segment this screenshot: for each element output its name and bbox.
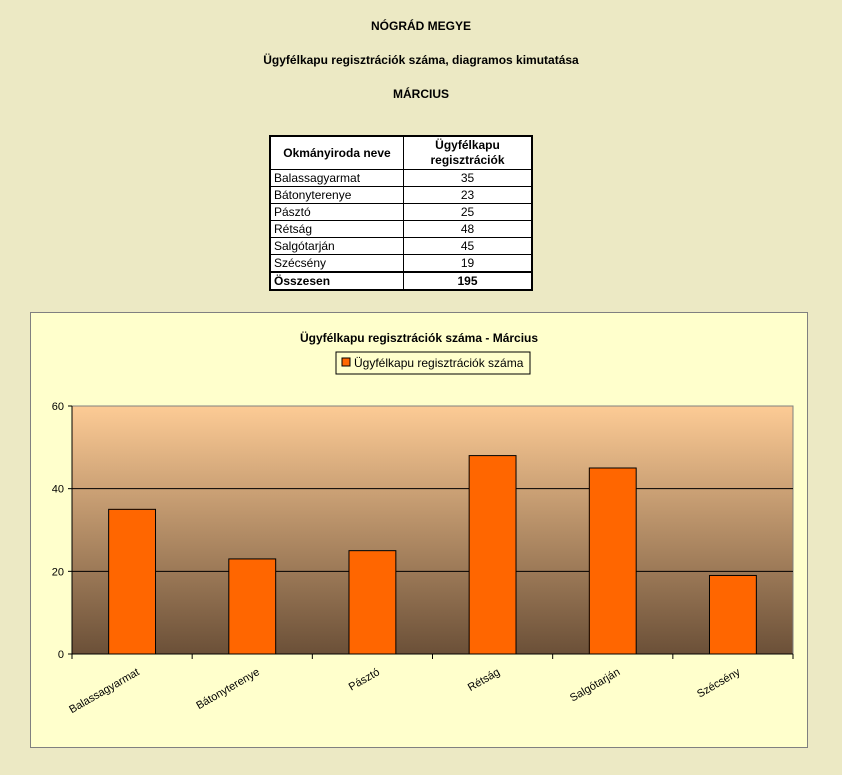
registrations-table (269, 135, 533, 291)
bar-szécsény (709, 575, 756, 654)
table-total-row (270, 272, 532, 290)
x-tick-label: Szécsény (695, 666, 743, 701)
registration-count: 48 (404, 221, 533, 238)
y-tick-label: 60 (51, 401, 64, 413)
registration-count: 25 (404, 204, 533, 221)
x-tick-label: Pásztó (346, 666, 382, 694)
total-label: Összesen (270, 272, 404, 290)
chart-area (30, 312, 808, 748)
office-name: Rétság (270, 221, 404, 238)
table-row (270, 187, 532, 204)
x-tick-label: Salgótarján (568, 666, 623, 705)
x-tick-label: Balassagyarmat (67, 666, 142, 717)
table-header-office: Okmányiroda neve (270, 136, 404, 170)
bar-rétság (469, 456, 516, 654)
bar-bátonyterenye (229, 559, 276, 654)
month-title: MÁRCIUS (393, 87, 449, 101)
registration-count: 23 (404, 187, 533, 204)
office-name: Balassagyarmat (270, 170, 404, 187)
bar-balassagyarmat (109, 509, 156, 654)
county-title: NÓGRÁD MEGYE (370, 19, 471, 33)
chart-title: Ügyfélkapu regisztrációk száma - Március (299, 331, 539, 345)
total-value: 195 (404, 272, 533, 290)
legend-label: Ügyfélkapu regisztrációk száma (354, 356, 524, 370)
table-row (270, 238, 532, 255)
table-row (270, 221, 532, 238)
report-subtitle: Ügyfélkapu regisztrációk száma, diagramos kimutatása (263, 53, 579, 67)
plot-area (72, 406, 793, 654)
bar-chart (31, 313, 807, 747)
y-tick-label: 0 (57, 649, 64, 661)
table-row (270, 170, 532, 187)
bar-salgótarján (589, 468, 636, 654)
table-row (270, 255, 532, 273)
y-tick-label: 40 (51, 483, 64, 496)
registration-count: 45 (404, 238, 533, 255)
table-row (270, 204, 532, 221)
x-tick-label: Bátonyterenye (194, 666, 262, 713)
office-name: Szécsény (270, 255, 404, 273)
legend-swatch (342, 358, 350, 366)
y-tick-label: 20 (51, 566, 64, 579)
registration-count: 19 (404, 255, 533, 273)
office-name: Bátonyterenye (270, 187, 404, 204)
table-header-registrations: Ügyfélkapu regisztrációk (404, 136, 533, 170)
x-tick-label: Rétság (465, 666, 503, 695)
office-name: Pásztó (270, 204, 404, 221)
chart-legend (336, 352, 530, 374)
bar-pásztó (349, 551, 396, 654)
office-name: Salgótarján (270, 238, 404, 255)
registration-count: 35 (404, 170, 533, 187)
